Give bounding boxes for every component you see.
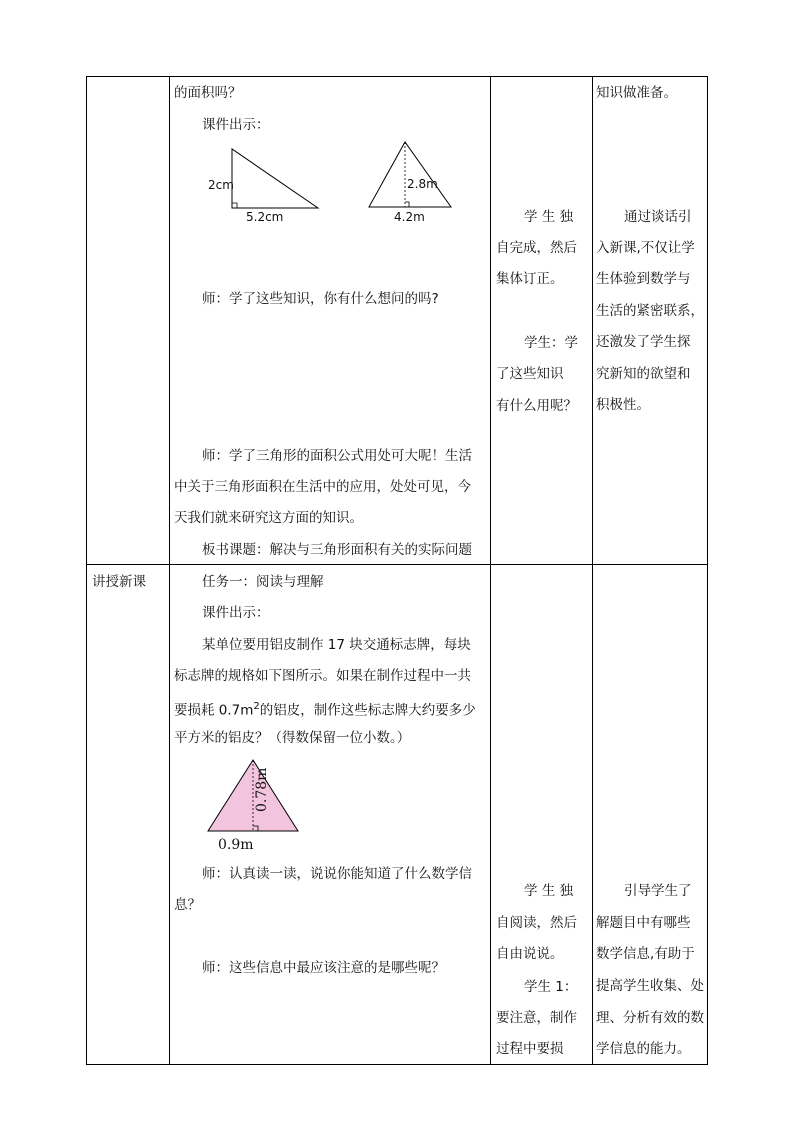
content-line: 息？: [174, 897, 201, 913]
content-line: 某单位要用铝皮制作 17 块交通标志牌，每块: [202, 637, 471, 653]
sign-triangle-figure: [205, 757, 300, 835]
content-line: 要损耗 $0.7m^2$的铝皮，制作这些标志牌大约要多少: [174, 701, 476, 719]
student-activity-line: 集体订正。: [496, 271, 564, 287]
student-activity-line: 自由说说。: [496, 946, 564, 962]
student-activity-line: 学 生 独: [524, 209, 574, 225]
student-activity-line: 要注意，制作: [496, 1010, 577, 1026]
content-line: 平方米的铝皮？（得数保留一位小数。）: [174, 730, 411, 746]
design-intent-line: 入新课,不仅让学: [596, 240, 695, 256]
content-line: 师：认真读一读，说说你能知道了什么数学信: [202, 866, 472, 882]
content-line: 任务一：阅读与理解: [202, 574, 324, 590]
column-divider: [490, 77, 491, 1064]
section-label-lecture: 讲授新课: [92, 574, 146, 590]
triangle-height-label: 2.8m: [407, 177, 438, 191]
row-divider: [87, 564, 707, 565]
design-intent-line: 学信息的能力。: [596, 1041, 691, 1057]
content-line: 中关于三角形面积在生活中的应用，处处可见，今: [174, 479, 471, 495]
content-line: 师：学了这些知识，你有什么想问的吗?: [202, 291, 439, 307]
student-activity-line: 过程中要损: [496, 1041, 564, 1057]
design-intent-line: 提高学生收集、处: [596, 978, 704, 994]
content-line: 课件出示：: [202, 117, 270, 133]
content-line: 板书课题：解决与三角形面积有关的实际问题: [202, 542, 472, 558]
content-line: 课件出示：: [202, 605, 270, 621]
student-activity-line: 自完成，然后: [496, 240, 577, 256]
triangle-height-label: 0.78m: [254, 767, 270, 812]
triangle-height-label: 2cm: [208, 178, 234, 192]
design-intent-line: 通过谈话引: [624, 209, 692, 225]
content-line: 师：学了三角形的面积公式用处可大呢！生活: [202, 448, 472, 464]
design-intent-line: 生体验到数学与: [596, 271, 691, 287]
triangle-base-label: 5.2cm: [246, 210, 284, 224]
design-intent-line: 知识做准备。: [596, 85, 677, 101]
content-line: 的面积吗？: [174, 85, 242, 101]
design-intent-line: 引导学生了: [624, 883, 692, 899]
triangle-base-label: 0.9m: [218, 837, 254, 853]
student-activity-line: 学生：学: [524, 335, 578, 351]
column-divider: [169, 77, 170, 1064]
design-intent-line: 究新知的欲望和: [596, 366, 691, 382]
design-intent-line: 积极性。: [596, 397, 650, 413]
student-activity-line: 自阅读，然后: [496, 915, 577, 931]
student-activity-line: 学生 1：: [524, 979, 578, 995]
design-intent-line: 解题目中有哪些: [596, 915, 691, 931]
content-line: 师：这些信息中最应该注意的是哪些呢？: [202, 960, 445, 976]
triangle-base-label: 4.2m: [394, 210, 425, 224]
column-divider: [592, 77, 593, 1064]
design-intent-line: 还激发了学生探: [596, 334, 691, 350]
content-line: 标志牌的规格如下图所示。如果在制作过程中一共: [174, 668, 471, 684]
design-intent-line: 数学信息,有助于: [596, 946, 695, 962]
student-activity-line: 了这些知识: [496, 366, 564, 382]
design-intent-line: 生活的紧密联系，: [596, 303, 704, 319]
design-intent-line: 理、分析有效的数: [596, 1010, 704, 1026]
student-activity-line: 有什么用呢？: [496, 398, 577, 414]
content-line: 天我们就来研究这方面的知识。: [174, 510, 363, 526]
student-activity-line: 学 生 独: [524, 883, 574, 899]
